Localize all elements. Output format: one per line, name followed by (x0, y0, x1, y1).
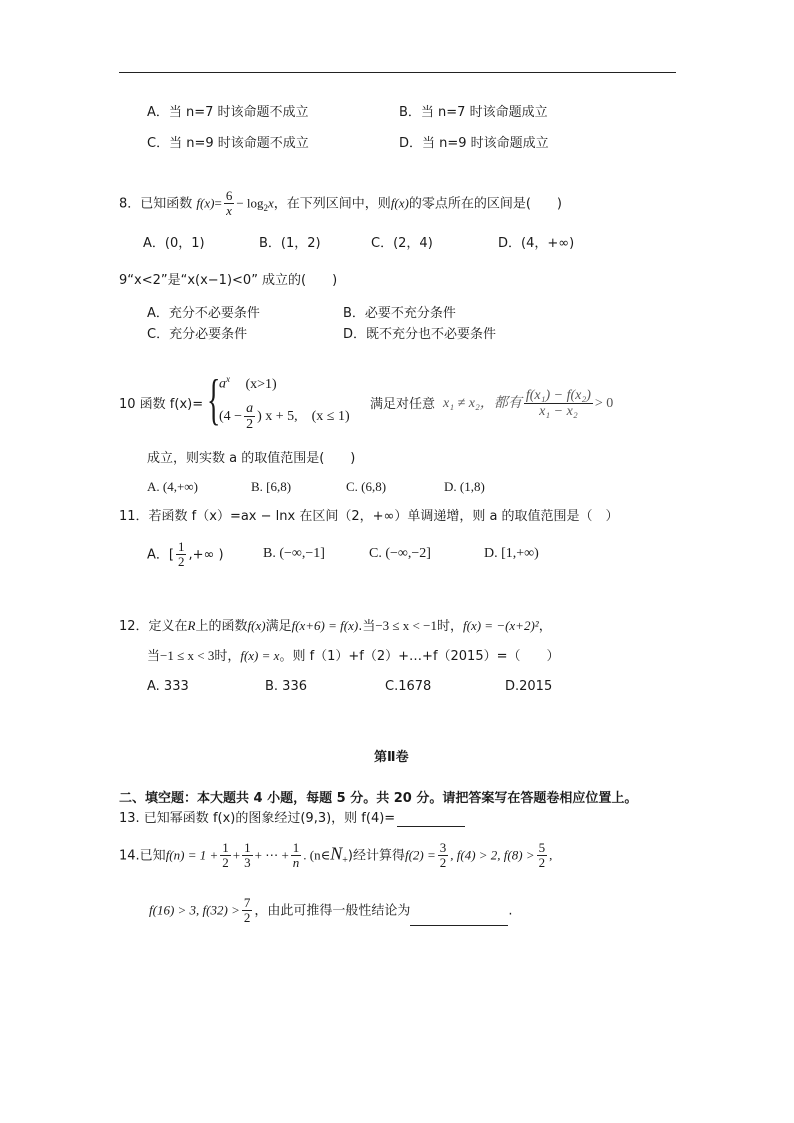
q14-N: N (330, 843, 343, 864)
q11-option-b: B. (−∞,−1] (263, 546, 325, 561)
q10-case2-num: a (246, 401, 254, 416)
q12-option-c: C.1678 (385, 679, 432, 694)
q10-case2-close: ) x + 5, (x ≤ 1) (257, 409, 350, 425)
q10-case2-den: 2 (246, 417, 254, 433)
q10-cond-den: x₁ − x₂ (539, 404, 578, 420)
q8-fx: f(x) (196, 195, 215, 211)
q12-line1 (119, 618, 552, 635)
q12-f3: f(x) = −(x+2)² (463, 618, 539, 633)
q12-c2: −1 ≤ x < 3 (160, 648, 215, 663)
q8-log: − log (236, 195, 264, 211)
q14-t1 (220, 841, 231, 871)
q7-option-a: A．当 n=7 时该命题不成立 (147, 105, 309, 120)
section-heading: 二、填空题：本大题共 4 小题，每题 5 分。共 20 分。请把答案写在答题卷相应位置上。 (119, 791, 638, 806)
q10-mid: 满足对任意 (370, 397, 436, 412)
q10-cond-frac (524, 388, 593, 420)
q8-fx2: f(x) (390, 195, 409, 211)
q14-line2 (149, 896, 513, 926)
q12-l2a: 当 (147, 649, 161, 664)
q12-l1a: 12．定义在 (119, 619, 188, 634)
q10-case1-exp: x (226, 374, 230, 384)
q10-option-d: D. (1,8) (444, 479, 485, 494)
q14-l2a: f(16) > 3, f(32) > (149, 902, 240, 918)
q10-option-b: B. [6,8) (251, 479, 292, 494)
q13-question (119, 811, 465, 827)
q8-prefix: 8．已知函数 (119, 196, 193, 212)
q10-option-a: A. (4,+∞) (147, 479, 198, 494)
q12-l2b: 时， (214, 649, 241, 664)
q14-t1d: 2 (222, 855, 229, 871)
q8-suffix2: 的零点所在的区间是( ) (408, 196, 563, 212)
q7-option-d: D．当 n=9 时该命题成立 (399, 136, 549, 151)
q10-case1-base: a (219, 376, 226, 392)
q14-tail1: , (549, 847, 553, 863)
q12-line2 (147, 648, 560, 665)
q14-t3d: n (292, 855, 300, 871)
q14-answer-blank (410, 911, 508, 926)
q12-l1b: 上的函数 (195, 619, 248, 634)
q14-f2: f(2) = (404, 847, 436, 863)
q9-option-a: A．充分不必要条件 (147, 306, 260, 321)
q14-line1: 14.已知f(n) = 1 + $\frac{1}{2}$ + $\frac{1}{3}$ + ⋯ + $\frac{1}{n}$ . $(n\in N_+)$经计算得f(2) = $\frac{3}{2}$ , f(4) > 2, f(8) > $\frac{5}{2}$ , (119, 840, 553, 871)
q11-a-num: 1 (177, 539, 185, 554)
q14-t2 (242, 841, 253, 871)
q10-case1-cond: (x>1) (245, 376, 277, 392)
q12-f4: f(x) = x (240, 648, 280, 663)
q12-option-b: B. 336 (265, 679, 307, 694)
q8-log-arg: x (268, 195, 274, 211)
q8-eq: = (214, 195, 222, 211)
section-title: 第Ⅱ卷 (374, 750, 409, 765)
q8-log-base: 2 (263, 202, 269, 213)
q14-l2b: ，由此可推得一般性结论为 (254, 903, 411, 919)
q8-option-a: A．(0，1) (143, 236, 205, 251)
q14-f4: , f(4) > 2, f(8) > (450, 847, 535, 863)
q7-option-b: B．当 n=7 时该命题成立 (399, 105, 548, 120)
q14-mid: . (n∈ (303, 847, 331, 863)
header-rule (119, 72, 676, 73)
q8-suffix1: ，在下列区间中，则 (273, 196, 391, 212)
q10-brace: { (207, 369, 221, 431)
q12-c1: −3 ≤ x < −1 (375, 618, 437, 633)
q14-mid2: )经计算得 (347, 848, 405, 864)
q10-prefix: 10 函数 f(x)= (119, 397, 204, 412)
q11-question: 11．若函数 f（x）=ax − lnx 在区间（2，+∞）单调递增，则 a 的取值范围是（ ） (119, 509, 619, 524)
q8-option-d: D．(4，+∞) (498, 236, 575, 251)
q12-f1: f(x) (247, 618, 266, 633)
q10-line2: 成立，则实数 a 的取值范围是( ) (147, 451, 356, 466)
q11-a-pre: A．[ (147, 547, 174, 563)
q14-f8n: 5 (538, 840, 546, 855)
q11-a-post: ,+∞ ) (188, 547, 224, 563)
q10-cond-text: x₁ ≠ x₂，都有 (443, 396, 522, 412)
q14-t2n: 1 (244, 840, 251, 855)
q14-f2n: 3 (439, 840, 447, 855)
q11-a-frac (176, 540, 187, 570)
q12-l1e: 时， (436, 619, 463, 634)
q13-text: 13. 已知幂函数 f(x)的图象经过(9,3)，则 f(4)= (119, 811, 396, 826)
q11-option-a (147, 540, 224, 570)
q8-option-b: B．(1，2) (259, 236, 321, 251)
q8-fraction (224, 189, 235, 219)
q12-l2c: 。则 f（1）+f（2）+…+f（2015）=（ ） (279, 649, 560, 664)
q12-l1d: .当 (358, 619, 376, 634)
q9-question: 9“x<2”是“x(x−1)<0” 成立的( ) (119, 273, 338, 288)
q12-l1f: ， (538, 619, 552, 634)
q11-a-den: 2 (177, 554, 185, 570)
q8-question (119, 189, 562, 219)
q14-f8d: 2 (538, 855, 546, 871)
q14-t2d: 3 (244, 855, 251, 871)
q9-option-d: D．既不充分也不必要条件 (343, 327, 497, 342)
q11-option-c: C. (−∞,−2] (369, 546, 431, 561)
q12-option-d: D.2015 (505, 679, 553, 694)
q12-l1c: 满足 (265, 619, 292, 634)
q12-R: R (187, 618, 196, 633)
q14-f8frac (537, 841, 548, 871)
q10-case2 (219, 401, 350, 433)
q8-option-c: C．(2，4) (371, 236, 433, 251)
q10-cond-num: f(x₁) − f(x₂) (525, 388, 591, 403)
q14-f2d: 2 (439, 855, 447, 871)
q11-option-d: D. [1,+∞) (484, 546, 539, 561)
q14-f2frac (438, 841, 449, 871)
q9-option-c: C．充分必要条件 (147, 327, 248, 342)
q10-condition (443, 388, 613, 420)
q14-dots: + ⋯ + (254, 847, 289, 863)
q7-option-c: C．当 n=9 时该命题不成立 (147, 136, 309, 151)
q12-f2: f(x+6) = f(x) (291, 618, 359, 633)
q8-num: 6 (225, 188, 233, 203)
q13-answer-blank (397, 812, 465, 827)
q8-den: x (226, 203, 232, 219)
q10-cond-tail: > 0 (594, 396, 614, 412)
q14-fn: f(n) = 1 + (165, 847, 219, 863)
q9-option-b: B．必要不充分条件 (343, 306, 456, 321)
q14-l2c: . (508, 903, 513, 919)
q12-option-a: A. 333 (147, 679, 189, 694)
q10-case1 (219, 374, 277, 393)
q14-N-sub: + (342, 854, 348, 866)
q10-case2-open: (4 − (219, 409, 243, 425)
q10-case2-frac (244, 401, 255, 433)
q14-t3n: 1 (292, 840, 300, 855)
q14-t1n: 1 (222, 840, 229, 855)
q14-prefix: 14.已知 (119, 848, 166, 864)
q10-option-c: C. (6,8) (346, 479, 387, 494)
q14-t3 (291, 841, 302, 871)
q14-f32frac (242, 896, 253, 926)
q14-f32d: 2 (243, 910, 251, 926)
q14-f32n: 7 (243, 895, 251, 910)
